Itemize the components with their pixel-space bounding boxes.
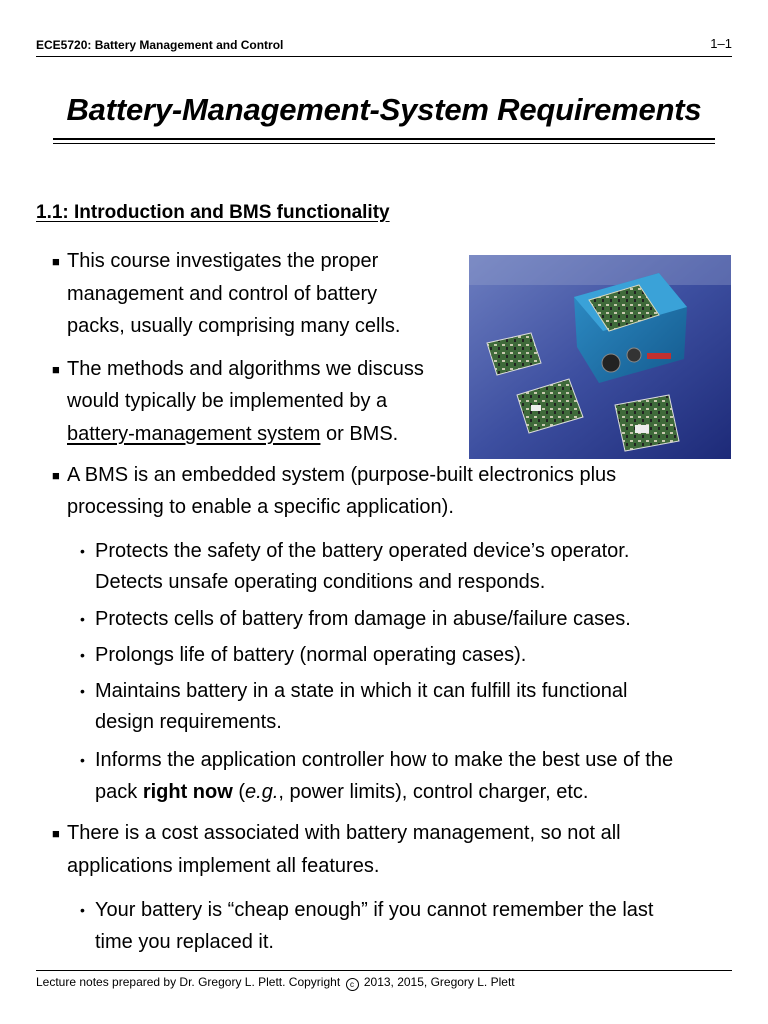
footer-text: Lecture notes prepared by Dr. Gregory L. Plett. Copyright [36, 975, 341, 989]
bullet-line: The methods and algorithms we discuss [67, 358, 424, 380]
bullet-line: processing to enable a specific application). [67, 496, 454, 518]
bullet-line: management and control of battery [67, 283, 378, 305]
sub-bullet-line: Protects the safety of the battery operated device’s operator. [95, 540, 630, 562]
square-bullet-icon: ■ [52, 468, 60, 483]
sub-bullet-line: Your battery is “cheap enough” if you cannot remember the last [95, 899, 654, 921]
dot-bullet-icon: • [80, 543, 85, 559]
bms-hardware-photo [469, 255, 731, 459]
text-run: ( [232, 781, 246, 803]
title-rule-thick [53, 138, 715, 140]
text-run: , power limits), control charger, etc. [278, 781, 589, 803]
page-number: 1–1 [710, 36, 732, 51]
sub-bullet-line: Maintains battery in a state in which it can fulfill its functional [95, 680, 628, 702]
sub-bullet-line: time you replaced it. [95, 931, 274, 953]
course-title: ECE5720: Battery Management and Control [36, 38, 284, 52]
bullet-line: packs, usually comprising many cells. [67, 315, 401, 337]
footer-years: 2013, 2015, Gregory L. Plett [363, 975, 515, 989]
bullet-line [67, 418, 398, 451]
page-title: Battery-Management-System Requirements [66, 92, 702, 127]
emphasis-bold: right now [142, 781, 233, 803]
sub-bullet-line: Informs the application controller how to make the best use of the [95, 749, 674, 771]
bullet-line: A BMS is an embedded system (purpose-built electronics plus [67, 464, 617, 486]
square-bullet-icon: ■ [52, 826, 60, 841]
dot-bullet-icon: • [80, 647, 85, 663]
title-rule-thin [53, 143, 715, 144]
sub-bullet-line: design requirements. [95, 711, 282, 733]
bms-term: battery-management system [67, 423, 321, 445]
bullet-line: There is a cost associated with battery management, so not all [67, 822, 621, 844]
footer-note [36, 975, 515, 991]
sub-bullet-line: Detects unsafe operating conditions and responds. [95, 571, 546, 593]
square-bullet-icon: ■ [52, 254, 60, 269]
header-rule [36, 56, 732, 57]
sub-bullet-line [95, 776, 588, 808]
dot-bullet-icon: • [80, 683, 85, 699]
dot-bullet-icon: • [80, 902, 85, 918]
dot-bullet-icon: • [80, 752, 85, 768]
square-bullet-icon: ■ [52, 362, 60, 377]
bullet-line: applications implement all features. [67, 855, 380, 877]
emphasis-italic: e.g. [245, 781, 279, 803]
sub-bullet-line: Protects cells of battery from damage in abuse/failure cases. [95, 608, 631, 630]
bullet-line: This course investigates the proper [67, 250, 379, 272]
bullet-line: would typically be implemented by a [67, 390, 388, 412]
footer-rule [36, 970, 732, 971]
copyright-icon: c [346, 978, 359, 991]
section-heading: 1.1: Introduction and BMS functionality [36, 202, 390, 223]
text-run: pack [95, 781, 143, 803]
bullet-text-tail: or BMS. [320, 423, 399, 445]
dot-bullet-icon: • [80, 611, 85, 627]
sub-bullet-line: Prolongs life of battery (normal operating cases). [95, 644, 527, 666]
